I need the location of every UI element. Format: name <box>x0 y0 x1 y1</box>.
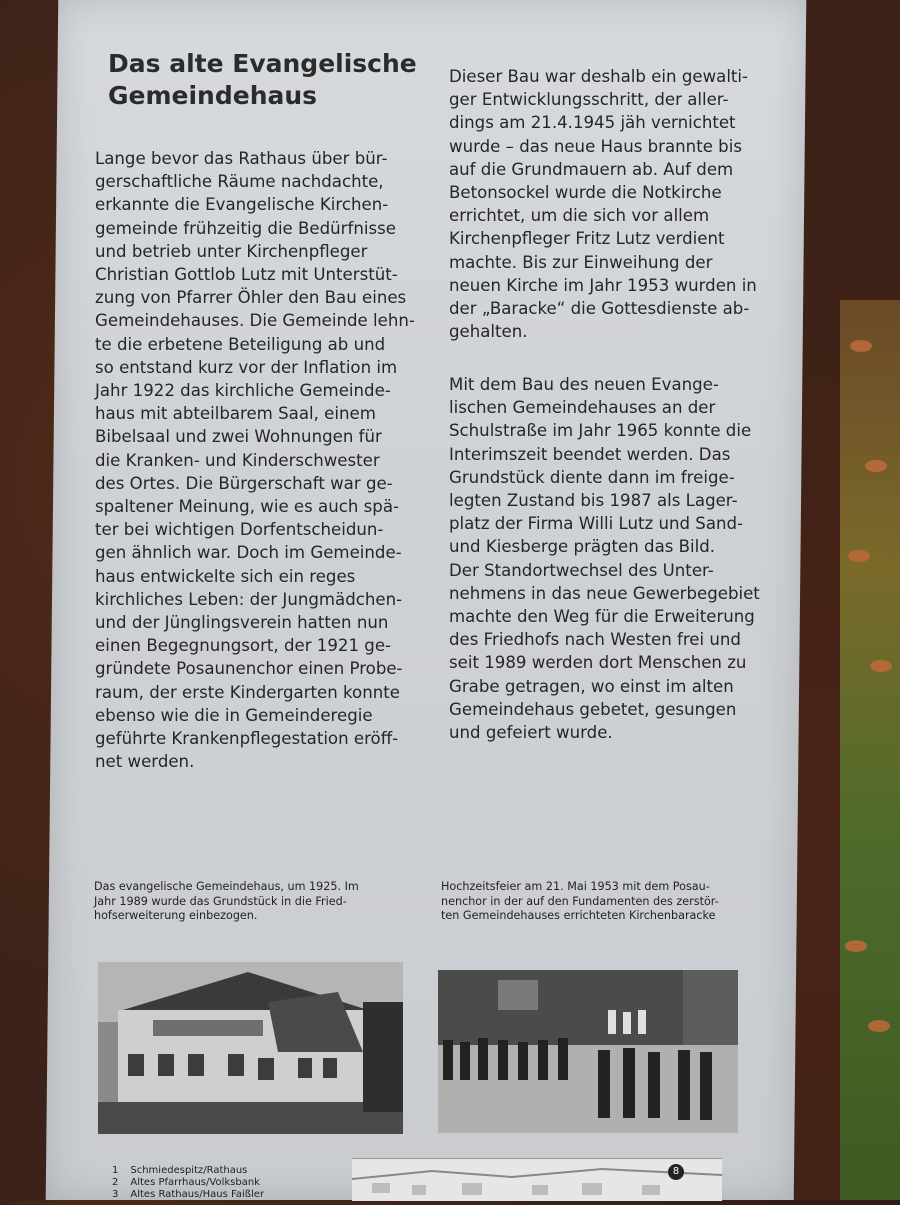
legend-label: Altes Rathaus/Haus Faißler <box>130 1189 265 1200</box>
legend-label: Altes Pfarrhaus/Volksbank <box>130 1177 260 1188</box>
autumn-leaf <box>868 1020 890 1032</box>
autumn-leaf <box>845 940 867 952</box>
legend-item <box>112 1177 352 1189</box>
right-text-column-bottom: Mit dem Bau des neuen Evange- lischen Gemeindehauses an der Schulstraße im Jahr 1965 konnte die Interimszeit beendet werden. Das Grundstück diente dann im freige- legten Zustand bis 1987 als Lager- platz der Firma Willi Lutz und Sand- und Kiesberge prägten das Bild. Der Standortwechsel des Unter- nehmens in das neue Gewerbegebiet machte den Weg für die Erweiterung des Friedhofs nach Westen frei und seit 1989 werden dort Menschen zu Grabe getragen, wo einst im alten Gemeindehaus gebetet, gesungen und gefeiert wurde. <box>449 375 760 743</box>
photo-caption-right: Hochzeitsfeier am 21. Mai 1953 mit dem Posau- nenchor in der auf den Fundamenten des zerstör- ten Gemeindehauses errichteten Kirchenbaracke <box>441 880 719 923</box>
sign-title: Das alte Evangelische Gemeindehaus <box>108 49 417 110</box>
map-legend <box>112 1165 352 1201</box>
autumn-leaf <box>850 340 872 352</box>
autumn-leaf <box>865 460 887 472</box>
legend-number: 2 <box>112 1177 119 1188</box>
legend-number: 1 <box>112 1165 119 1176</box>
wedding-celebration-photo <box>438 970 738 1133</box>
photo-caption-left: Das evangelische Gemeindehaus, um 1925. Im Jahr 1989 wurde das Grundstück in die Fried- hofserweiterung einbezogen. <box>94 880 359 923</box>
legend-number: 3 <box>112 1189 119 1200</box>
right-text-column-top: Dieser Bau war deshalb ein gewalti- ger Entwicklungsschritt, der aller- dings am 21.4.1945 jäh vernichtet wurde – das neue Haus brannte bis auf die Grundmauern ab. Auf dem Betonsockel wurde die Notkirche errichtet, um die sich vor allem Kirchenpfleger Fritz Lutz verdient machte. Bis zur Einweihung der neuen Kirche im Jahr 1953 wurden in der „Baracke“ die Gottesdienste ab- gehalten. <box>449 67 757 342</box>
village-map <box>352 1158 722 1201</box>
left-text-column: Lange bevor das Rathaus über bür- gerschaftliche Räume nachdachte, erkannte die Evangelische Kirchen- gemeinde frühzeitig die Bedürfnisse und betrieb unter Kirchenpfleger Christian Gottlob Lutz mit Unterstüt- zung von Pfarrer Öhler den Bau eines Gemeindehauses. Die Gemeinde lehn- te die erbetene Beteiligung ab und so entstand kurz vor der Inflation im Jahr 1922 das kirchliche Gemeinde- haus mit abteilbarem Saal, einem Bibelsaal und zwei Wohnungen für die Kranken- und Kinderschwester des Ortes. Die Bürgerschaft war ge- spaltener Meinung, wie es auch spä- ter bei wichtigen Dorfentscheidun- gen ähnlich war. Doch im Gemeinde- haus entwickelte sich ein reges kirchliches Leben: der Jungmädchen- und der Jünglingsverein hatten nun einen Begegnungsort, der 1921 ge- gründete Posaunenchor einen Probe- raum, der erste Kindergarten konnte ebenso wie die in Gemeinderegie geführte Krankenpflegestation eröff- net werden. <box>95 149 415 772</box>
location-marker-icon: 8 <box>668 1164 684 1180</box>
legend-item <box>112 1189 352 1201</box>
autumn-leaf <box>848 550 870 562</box>
legend-label: Schmiedespitz/Rathaus <box>130 1165 248 1176</box>
autumn-leaf <box>870 660 892 672</box>
historic-house-photo <box>98 962 403 1134</box>
grass-and-leaves-background <box>840 300 900 1200</box>
legend-item <box>112 1165 352 1177</box>
